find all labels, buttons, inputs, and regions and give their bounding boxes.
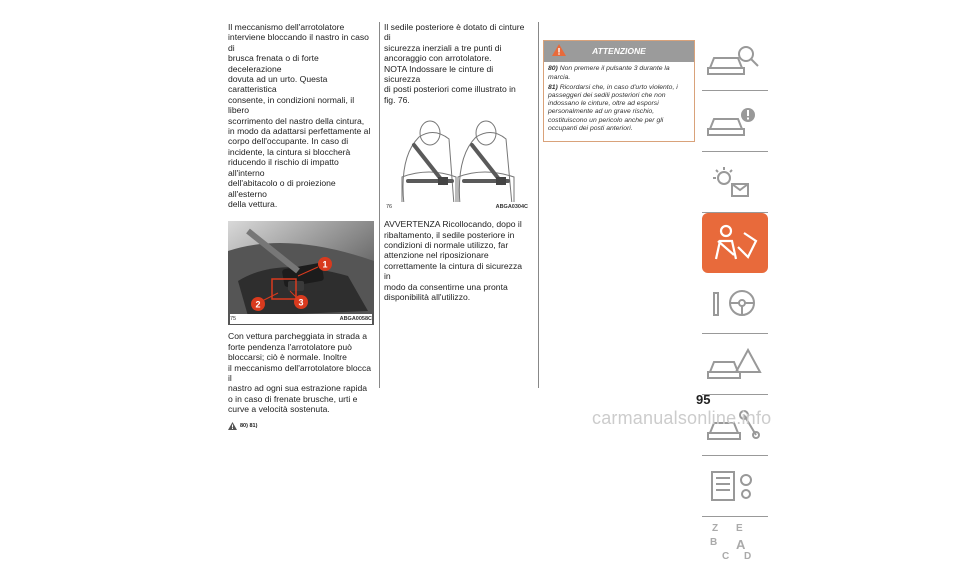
column-middle [384,22,530,303]
chapter-tab-specs[interactable] [702,456,768,517]
warning-item [548,84,690,133]
chapter-sidebar [702,30,768,577]
warning-item-number: 80) [548,65,558,73]
figure-76 [384,117,530,213]
body-paragraph: Con vettura parcheggiata in strada a forte pendenza l'arrotolatore può bloccarsi; ciò è normale. Inoltre il meccanismo dell'arrotolatore blocca il nastro ad ogni sua estrazione rapida o in caso di frenate brusche, urti e curve a velocità sostenuta. [228,331,372,415]
warning-box [543,40,695,142]
index-letter: C [722,551,730,562]
rear-seatbelts-illustration [384,117,530,213]
index-letter: Z [712,523,719,534]
chapter-tab-driving[interactable] [702,273,768,334]
column-right [543,40,693,142]
warning-refs-label: 80) 81) [240,422,258,429]
body-paragraph: AVVERTENZA Ricollocando, dopo il ribaltamento, il sedile posteriore in condizioni di normale utilizzo, far attenzione nel riposizionare correttamente la cintura di sicurezza in modo da consentirne una pronta disponibilità all'utilizzo. [384,219,523,303]
chapter-tab-car-alert[interactable] [702,91,768,152]
callout-2-label: 2 [255,299,261,310]
warning-item-text: Ricordarsi che, in caso d'urto violento, i passeggeri dei sedili posteriori che non indossano le cinture, oltre ad esporsi personalmente ad un grave rischio, costituiscono un pericolo anche per gli occupanti dei posti anteriori. [548,83,678,132]
warning-triangle-icon [552,44,566,56]
car-info-icon [702,40,768,80]
column-divider [538,22,539,388]
warning-body [544,62,694,141]
page-number: 95 [696,392,711,407]
column-left [228,22,374,431]
chapter-tab-emergency[interactable] [702,334,768,395]
safety-seatbelt-icon [702,221,768,265]
steering-wheel-icon [702,283,768,323]
warning-item-text: Non premere il pulsante 3 durante la marcia. [548,65,670,81]
warning-item [548,65,690,81]
column-divider [379,22,380,388]
warning-title: ATTENZIONE [592,46,646,56]
specs-gear-icon [702,466,768,506]
warning-header [544,41,694,62]
car-alert-icon [702,101,768,141]
callout-1-label: 1 [322,259,328,270]
chapter-tab-dashboard[interactable] [702,152,768,213]
figure-caption [386,202,528,212]
seatbelt-buckle-photo [228,221,374,325]
warning-triangle-icon [228,422,237,430]
index-letters-icon [710,523,760,569]
figure-caption [230,314,372,324]
chapter-tab-index[interactable] [702,517,768,577]
warning-item-number: 81) [548,83,558,91]
body-paragraph: Il meccanismo dell'arrotolatore interviene bloccando il nastro in caso di brusca frenata o di forte decelerazione dovuta ad un urto. Questa caratteristica consente, in condizioni normali, il libero scorrimento del nastro della cintura, in modo da adattarsi perfettamente al corpo dell'occupante. In caso di incidente, la cintura si bloccherà riducendo il rischio di impatto all'interno dell'abitacolo o di proiezione all'esterno della vettura. [228,22,371,209]
warning-reference [228,421,374,431]
warning-triangle-icon [702,344,768,384]
chapter-tab-car-info[interactable] [702,30,768,91]
body-paragraph: Il sedile posteriore è dotato di cinture di sicurezza inerziali a tre punti di ancoraggio con arrotolatore. NOTA Indossare le cinture di sicurezza di posti posteriori come illustrato in fig. 76. [384,22,525,105]
dashboard-lights-icon [702,162,768,202]
callout-3-label: 3 [298,297,304,308]
chapter-tab-safety[interactable] [702,213,768,273]
figure-75 [228,221,374,325]
index-letter: A [736,537,746,552]
figure-number: 76 [386,203,393,210]
figure-code: ABGA0058C [339,315,372,322]
footer-watermark: carmanualsonline.info [592,408,772,428]
figure-number: 75 [230,315,237,322]
figure-code: ABGA0304C [495,203,528,210]
index-letter: D [744,551,752,562]
index-letter: E [736,523,743,534]
index-letter: B [710,537,718,548]
